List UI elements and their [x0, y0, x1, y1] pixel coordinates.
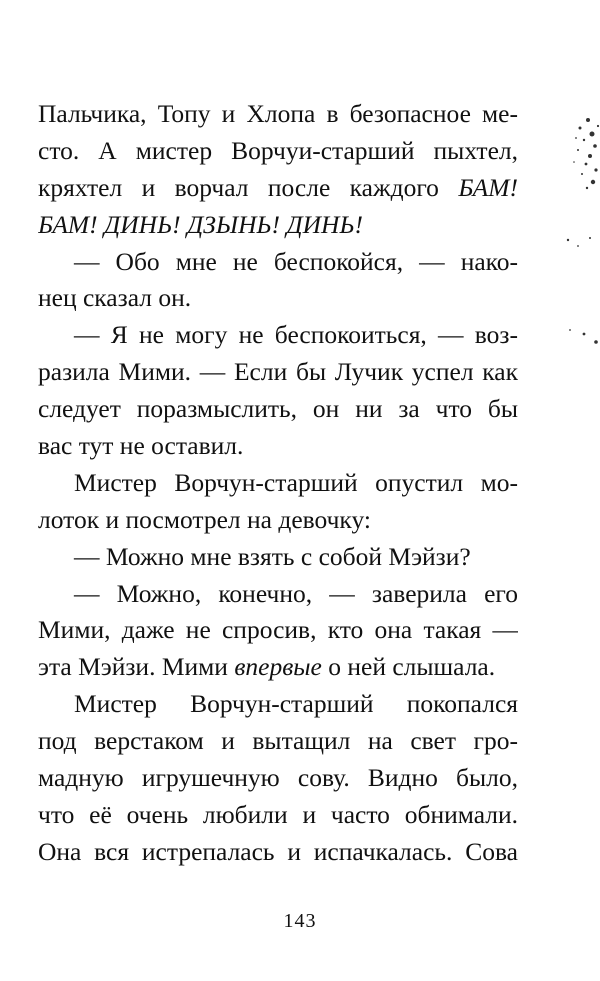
text-line-16: эта Мэйзи. Мими впервые о ней слышала.	[38, 652, 496, 682]
text-line-15: Мими, даже не спросив, кто она такая —	[38, 615, 518, 645]
text-line-10: вас тут не оставил.	[38, 431, 244, 461]
text-line-13: — Можно мне взять с собой Мэйзи?	[74, 541, 471, 571]
text-line-18: под верстаком и вытащил на свет гро-	[38, 726, 518, 756]
sound-effect: БАМ!	[458, 172, 518, 202]
text-line-8: разила Мими. — Если бы Лучик успел как	[38, 357, 518, 387]
text-line-11: Мистер Ворчун-старший опустил мо-	[74, 467, 518, 497]
body-text	[38, 96, 518, 871]
text-line-21: Она вся истрепалась и испачкалась. Сова	[38, 836, 518, 866]
text-line-19: мадную игрушечную сову. Видно было,	[38, 763, 518, 793]
text-line-20: что её очень любили и часто обнимали.	[38, 799, 518, 829]
text-line-9: следует поразмыслить, он ни за что бы	[38, 394, 518, 424]
text-line-12: лоток и посмотрел на девочку:	[38, 504, 371, 534]
text-line-5: — Обо мне не беспокойся, — нако-	[74, 246, 518, 276]
text-line-17: Мистер Ворчун-старший покопался	[74, 689, 518, 719]
sound-effect: БАМ! ДИНЬ! ДЗЫНЬ! ДИНЬ!	[38, 209, 364, 239]
text-line-4	[38, 207, 518, 244]
emphasis-word: впервые	[234, 652, 322, 682]
text-line-3: кряхтел и ворчал после каждого БАМ!	[38, 172, 518, 202]
text-line-1: Пальчика, Топу и Хлопа в безопасное ме-	[38, 99, 518, 128]
text-line-7: — Я не могу не беспокоиться, — воз-	[74, 320, 518, 350]
page-number: 143	[283, 910, 317, 932]
ink-speckle-decoration	[540, 90, 600, 370]
text-line-6: нец сказал он.	[38, 283, 192, 313]
text-line-2: сто. А мистер Ворчуи-старший пыхтел,	[38, 135, 518, 165]
text-line-14: — Можно, конечно, — заверила его	[74, 578, 518, 608]
